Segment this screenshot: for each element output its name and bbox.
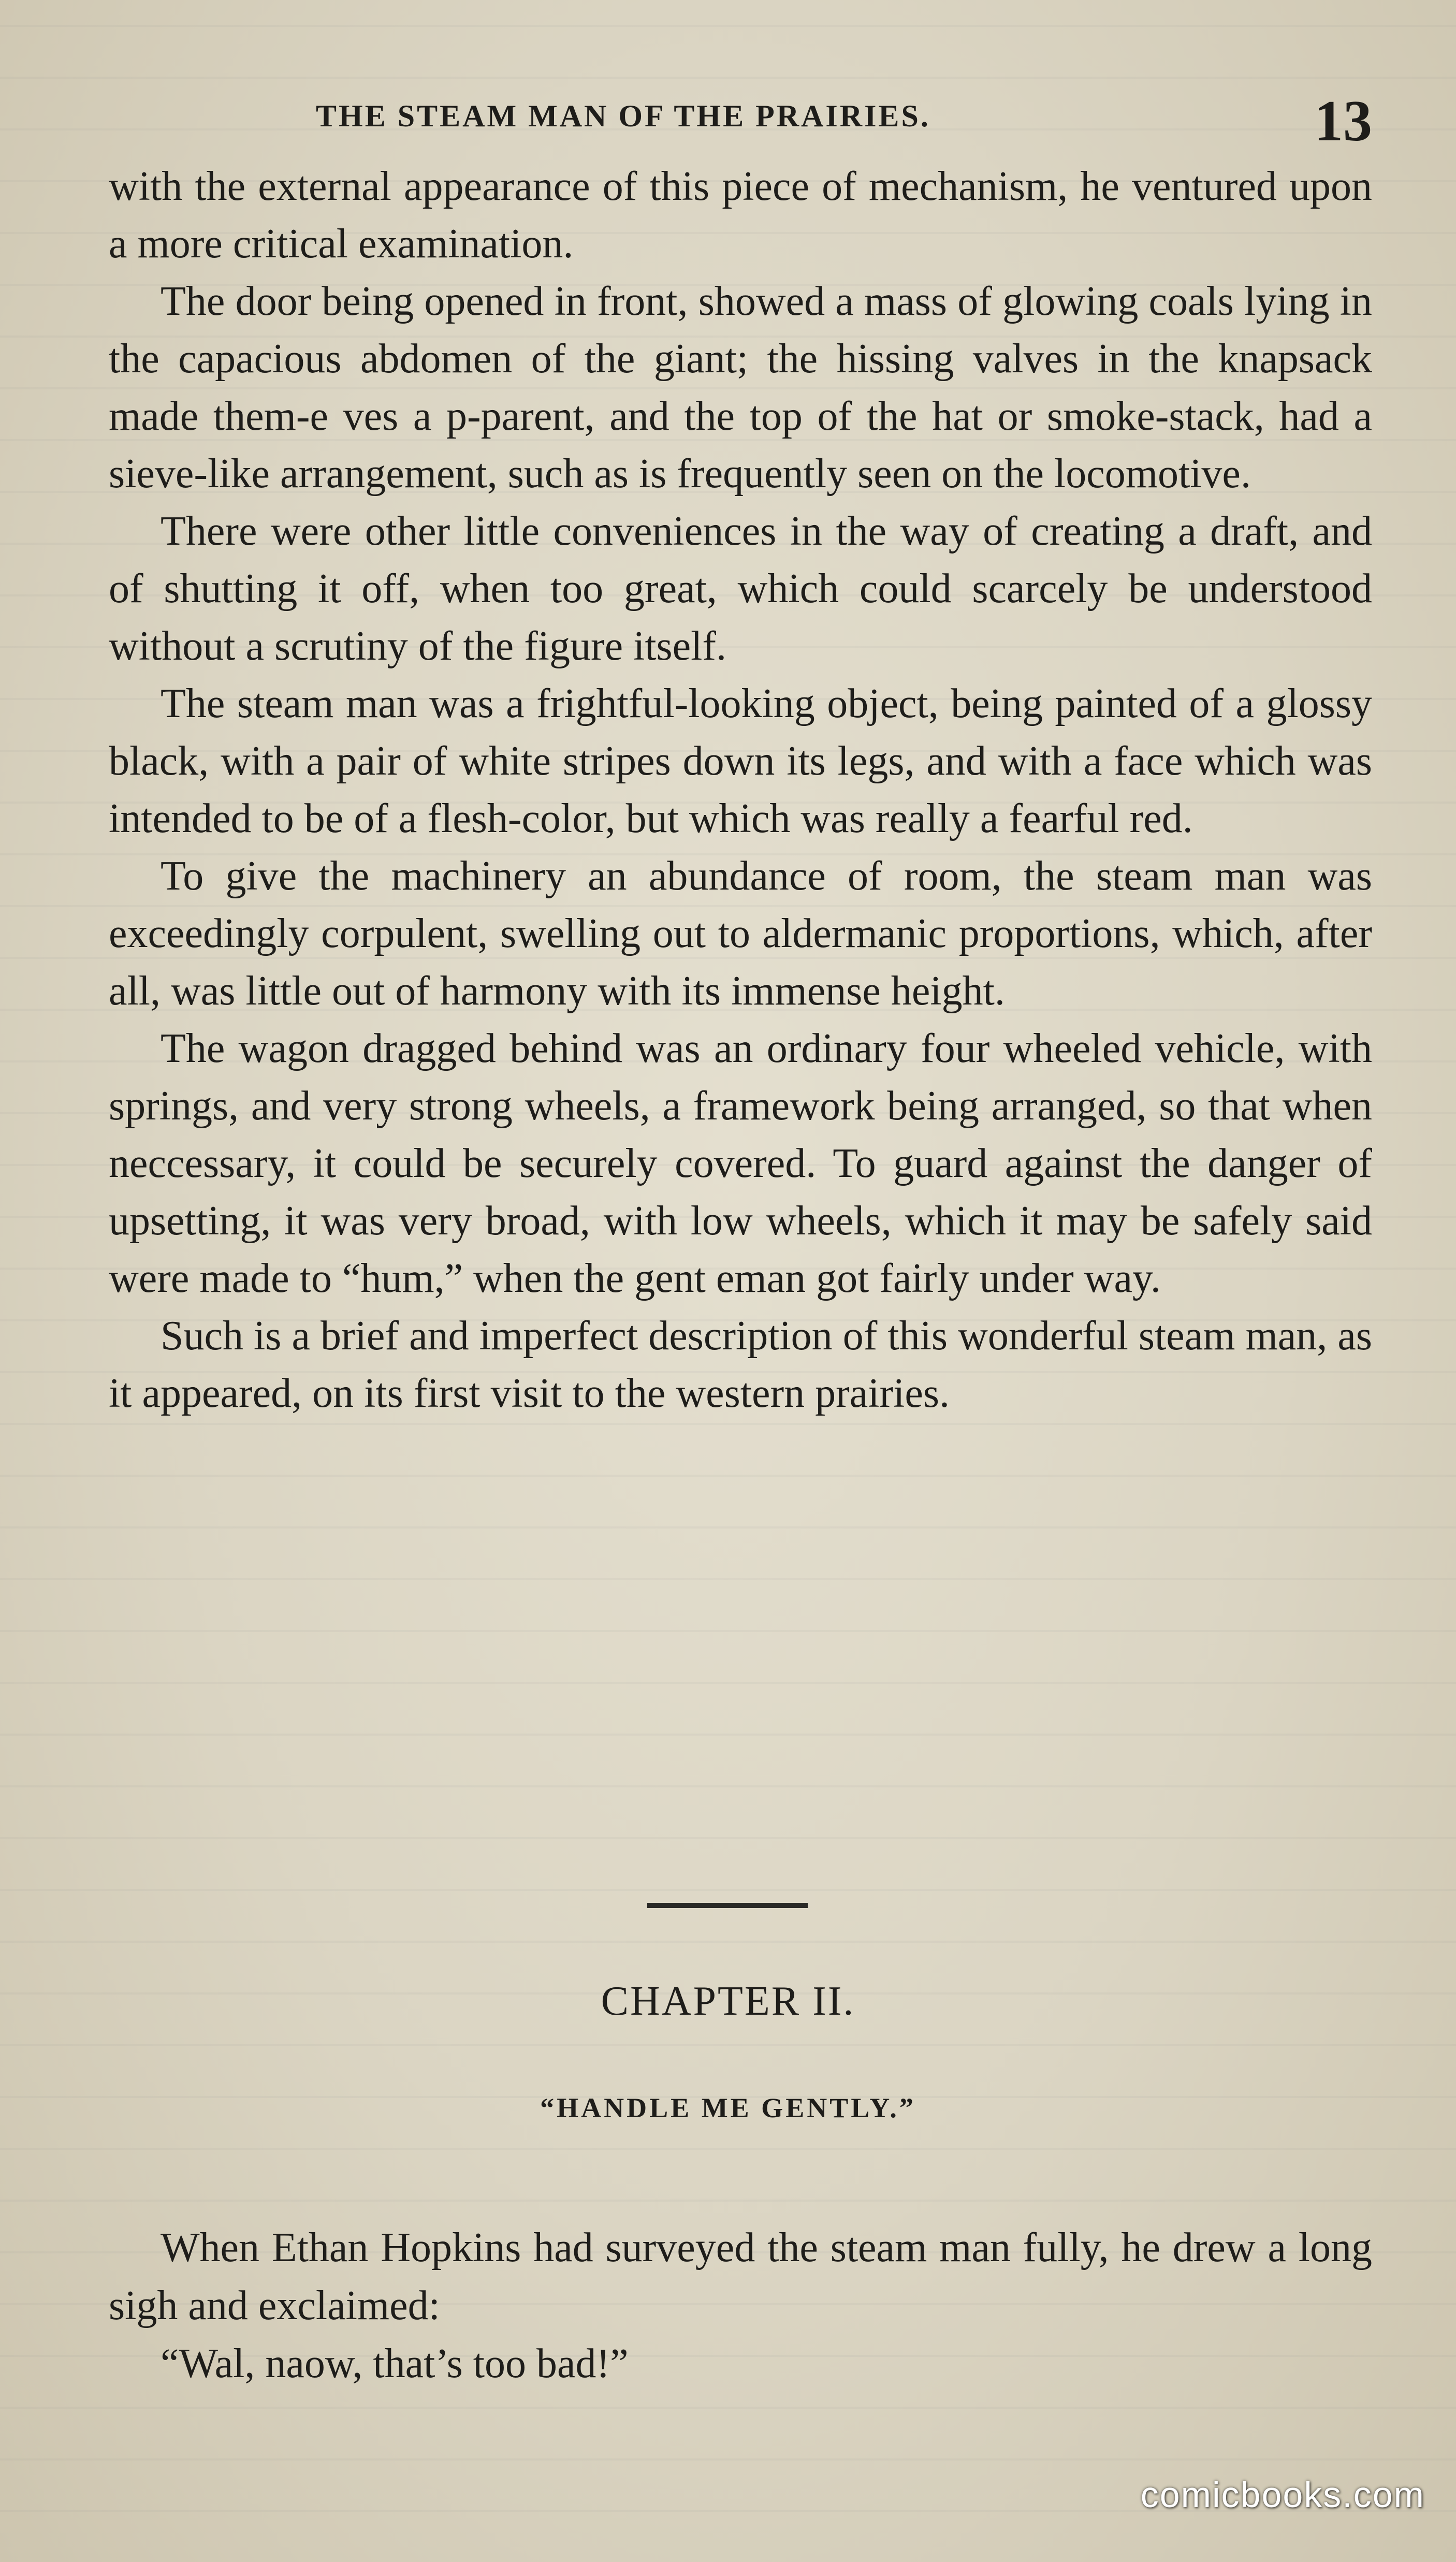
page-header [109,88,1372,153]
chapter-subtitle: “HANDLE ME GENTLY.” [540,2092,916,2123]
watermark: comicbooks.com [1140,2474,1425,2515]
paragraph: There were other little conveniences in the way of creating a draft, and of shutting it off, when too great, which could scarcely be understood without a scrutiny of the figure itself. [109,508,1372,669]
paragraph: “Wal, naow, that’s too bad!” [161,2341,629,2386]
running-head: THE STEAM MAN OF THE PRAIRIES. [316,99,930,133]
paragraph: Such is a brief and imperfect description of this wonderful steam man, as it appeared, on its first visit to the western prairies. [109,1313,1372,1416]
body-text [109,158,1372,1422]
section-divider [647,1903,808,1908]
paragraph: The door being opened in front, showed a mass of glowing coals lying in the capacious abdomen of the giant; the hissing valves in the knapsack made them-e ves a p-parent, and the top of the hat or smoke-stack, had a sieve-like arrangement, such as is frequently seen on the locomotive. [109,279,1372,497]
paragraph: When Ethan Hopkins had surveyed the steam man fully, he drew a long sigh and exclaimed: [109,2225,1372,2328]
paragraph: with the external appearance of this piece of mechanism, he ventured upon a more critical examination. [109,164,1372,267]
paragraph: The steam man was a frightful-looking object, being painted of a glossy black, with a pair of white stripes down its legs, and with a face which was intended to be of a flesh-color, but which was really a fearful red. [109,681,1372,841]
paragraph: The wagon dragged behind was an ordinary four wheeled vehicle, with springs, and very strong wheels, a framework being arranged, so that when neccessary, it could be securely covered. To guard against the danger of upsetting, it was very broad, with low wheels, which it may be safely said were made to “hum,” when the gent eman got fairly under way. [109,1026,1372,1301]
page-number: 13 [1314,89,1372,153]
chapter-text [109,2219,1372,2393]
chapter-title: CHAPTER II. [601,1978,855,2024]
paragraph: To give the machinery an abundance of room, the steam man was exceedingly corpulent, swelling out to aldermanic proportions, which, after all, was little out of harmony with its immense height. [109,853,1372,1014]
